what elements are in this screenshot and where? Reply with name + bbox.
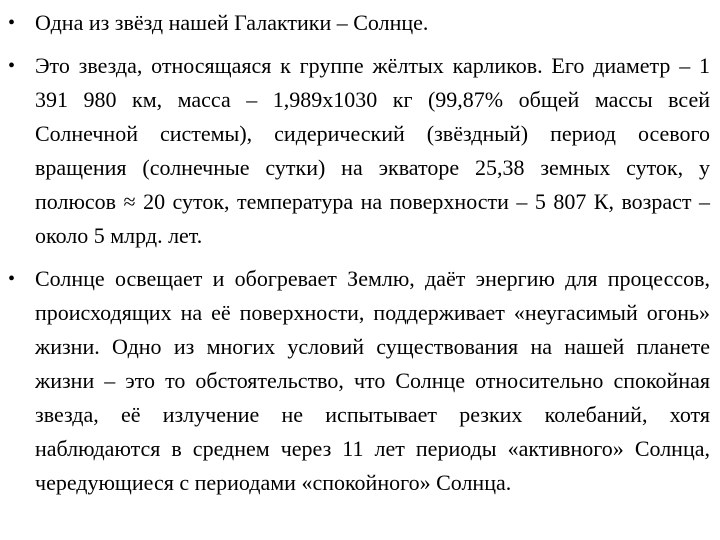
bullet-text: Одна из звёзд нашей Галактики – Солнце. — [35, 10, 429, 35]
bullet-marker: • — [8, 55, 16, 77]
bullet-list — [8, 6, 710, 509]
bullet-marker: • — [8, 12, 16, 34]
bullet-item-sun-role — [8, 262, 710, 500]
bullet-marker: • — [8, 268, 16, 290]
bullet-item-sun-parameters — [8, 49, 710, 253]
bullet-text: Солнце освещает и обогревает Землю, даёт энергию для процессов, происходящих на её поверхности, поддерживает «неугасимый огонь» жизни. Одно из многих условий существования на нашей планете жизни – это то обстоятельство, что Солнце относительно спокойная звезда, её излучение не испытывает резких колебаний, хотя наблюдаются в среднем через 11 лет периоды «активного» Солнца, чередующиеся с периодами «спокойного» Солнца. — [35, 266, 710, 495]
bullet-item-galaxy-star — [8, 6, 710, 40]
bullet-text: Это звезда, относящаяся к группе жёлтых карликов. Его диаметр – 1 391 980 км, масса – 1,989x1030 кг (99,87% общей массы всей Солнечной системы), сидерический (звёздный) период осевого вращения (солнечные сутки) на экваторе 25,38 земных суток, у полюсов ≈ 20 суток, температура на поверхности – 5 807 К, возраст – около 5 млрд. лет. — [35, 53, 710, 248]
